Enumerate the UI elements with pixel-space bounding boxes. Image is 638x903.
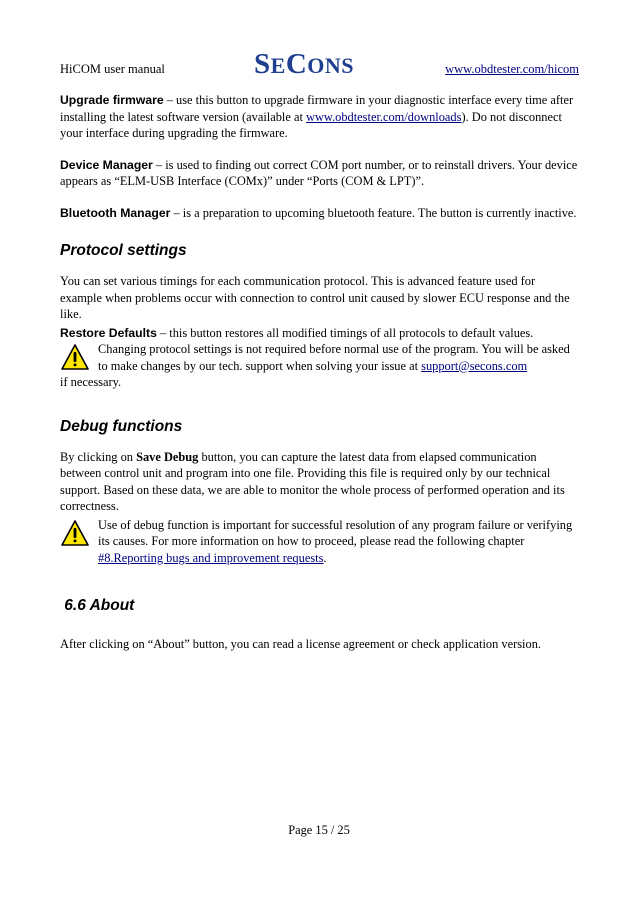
bluetooth-manager-term: Bluetooth Manager xyxy=(60,205,171,220)
debug-warning-note: Use of debug function is important for successful resolution of any program failure or verifying its causes. For more information on how to proceed, please read the following chapter #8.Reporting bugs and improvement requests. xyxy=(60,517,580,567)
header-website-link[interactable]: www.obdtester.com/hicom xyxy=(445,62,579,76)
restore-defaults-paragraph: Restore Defaults – this button restores all modified timings of all protocols to default values. xyxy=(60,325,534,340)
upgrade-firmware-term: Upgrade firmware xyxy=(60,93,164,107)
header-manual-title: HiCOM user manual xyxy=(60,62,165,76)
bluetooth-manager-paragraph: Bluetooth Manager – is a preparation to upcoming bluetooth feature. The button is currently inactive. xyxy=(60,205,577,220)
about-heading: 6.6 About xyxy=(60,597,135,614)
page-header xyxy=(60,50,579,82)
debug-functions-paragraph: By clicking on Save Debug button, you can capture the latest data from elapsed communication between control unit and program into one file. Providing this file is required only by our technical support. Based on these data, we are able to monitor the whole process of performed operation and its correctness. xyxy=(60,449,565,513)
reporting-bugs-link[interactable]: #8.Reporting bugs and improvement requests xyxy=(98,550,324,565)
save-debug-term: Save Debug xyxy=(136,449,199,464)
warning-triangle-icon xyxy=(60,343,90,371)
restore-defaults-term: Restore Defaults xyxy=(60,325,157,340)
debug-functions-heading: Debug functions xyxy=(60,417,183,435)
page-content xyxy=(60,92,580,653)
device-manager-paragraph: Device Manager – is used to finding out correct COM port number, or to reinstall drivers. Your device appears as “ELM-USB Interface (COMx)” under “Ports (COM & LPT)”. xyxy=(60,157,578,188)
downloads-link[interactable]: www.obdtester.com/downloads xyxy=(306,109,462,124)
page-number: Page 15 / 25 xyxy=(288,823,350,837)
protocol-warning-note: Changing protocol settings is not required before normal use of the program. You will be asked to make changes by our tech. support when solving your issue at support@secons.com if necessary. xyxy=(60,342,570,389)
support-email-link[interactable]: support@secons.com xyxy=(421,358,528,373)
protocol-settings-heading: Protocol settings xyxy=(60,242,187,259)
warning-triangle-icon xyxy=(60,519,90,547)
device-manager-term: Device Manager xyxy=(60,157,153,172)
protocol-settings-paragraph: You can set various timings for each communication protocol. This is advanced feature used for example when problems occur with connection to control unit caused by slower ECU response and the like. xyxy=(60,274,570,321)
upgrade-firmware-paragraph: Upgrade firmware – use this button to upgrade firmware in your diagnostic interface every time after installing the latest software version (available at www.obdtester.com/downloads). Do not disconnect your interface during upgrading the firmware. xyxy=(60,93,574,140)
secons-logo: SECONS xyxy=(254,48,355,80)
about-paragraph: After clicking on “About” button, you can read a license agreement or check application version. xyxy=(60,637,541,651)
